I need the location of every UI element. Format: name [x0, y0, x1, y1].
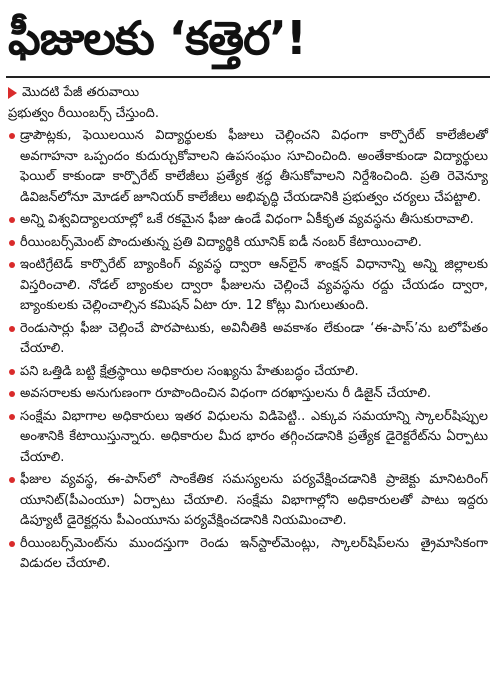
list-item-text: ఇంటిగ్రేటెడ్ కార్పొరేట్ బ్యాంకింగ్ వ్యవస్థ ద్వారా ఆన్‌లైన్ శాంక్షన్ విధానాన్ని అన్ని జిల్లాలకు విస్తరించాలి. నోడల్ బ్యాంకుల ద్వారా ఫీజులను చెల్లించే వ్యవస్థను రద్దు చేయడం ద్వారా, బ్యాంకులకు చెల్లించాల్సిన కమిషన్ ఏటా రూ. 12 కోట్లు మిగులుతుంది. [20, 257, 488, 313]
list-item [8, 233, 488, 254]
bullet-dot-icon [9, 414, 15, 420]
list-item [8, 534, 488, 575]
bullet-dot-icon [9, 240, 15, 246]
headline: ఫీజులకు ‘కత్తెర’! [8, 11, 306, 65]
continued-from-front-page [0, 78, 496, 102]
list-item [8, 407, 488, 469]
list-item-text: రెండుసార్లు ఫీజు చెల్లించే పొరపాటుకు, అవినీతికి అవకాశం లేకుండా ‘ఈ-పాస్’ను బలోపేతం చేయాలి. [20, 320, 488, 356]
list-item-text: సంక్షేమ విభాగాల అధికారులు ఇతర విధులను విడిపెట్టి.. ఎక్కువ సమయాన్ని స్కాలర్‌షిప్పుల అంశానికి కేటాయిస్తున్నారు. అధికారుల మీద భారం తగ్గించడానికి ప్రత్యేక డైరెక్టరేట్‌ను ఏర్పాటు చేయాలి. [20, 408, 488, 465]
bullet-dot-icon [9, 541, 15, 547]
list-item [8, 362, 488, 383]
bullet-dot-icon [9, 326, 15, 332]
list-item [8, 470, 488, 532]
lead-line: ప్రభుత్వం రీయింబర్స్ చేస్తుంది. [8, 106, 159, 121]
bullet-dot-icon [9, 391, 15, 397]
list-item [8, 126, 488, 208]
bullet-dot-icon [9, 369, 15, 375]
list-item [8, 319, 488, 360]
bullet-list [0, 126, 496, 575]
list-item [8, 384, 488, 405]
bullet-dot-icon [9, 477, 15, 483]
triangle-right-icon [8, 87, 17, 99]
list-item [8, 255, 488, 317]
list-item-text: అవసరాలకు అనుగుణంగా రూపొందించిన విధంగా దరఖాస్తులను రీ డిజైన్ చేయాలి. [20, 386, 432, 401]
list-item-text: పని ఒత్తిడి బట్టి క్షేత్రస్థాయి అధికారుల సంఖ్యను హేతుబద్ధం చేయాలి. [20, 363, 359, 379]
list-item-text: రీయింబర్స్‌మెంట్ పొందుతున్న ప్రతి విద్యార్థికి యూనిక్ ఐడీ నంబర్ కేటాయించాలి. [20, 234, 422, 250]
bullet-dot-icon [9, 217, 15, 223]
list-item [8, 210, 488, 231]
list-item-text: డ్రాపౌట్లకు, ఫెయిలయిన విద్యార్థులకు ఫీజులు చెల్లించని విధంగా కార్పొరేట్ కాలేజీలతో అవగాహనా ఒప్పందం కుదుర్చుకోవాలని ఉపసంఘం సూచించింది. అంతేకాకుండా విద్యార్థులు ఫెయిల్ కాకుండా కార్పొరేట్ కాలేజీలు ప్రత్యేక శ్రద్ధ తీసుకోవాలని నిర్దేశించింది. ప్రతి రెవెన్యూ డివిజన్‌లోనూ మోడల్ జూనియర్ కాలేజీలు అభివృద్ధి చేయడానికి ప్రభుత్వం చర్యలు చేపట్టాలి. [20, 128, 488, 205]
bullet-dot-icon [9, 262, 15, 268]
continued-label: మొదటి పేజీ తరువాయి [22, 85, 140, 100]
list-item-text: ఫీజుల వ్యవస్థ, ఈ-పాస్‌లో సాంకేతిక సమస్యలను పర్యవేక్షించడానికి ప్రాజెక్టు మానిటరింగ్ యూనిట్(పీఎంయూ) ఏర్పాటు చేయాలి. సంక్షేమ విభాగాల్లోని అధికారులతో పాటు ఇద్దరు డిప్యూటీ డైరెక్టర్లను పీఎంయూను పర్యవేక్షించడానికి నియమించాలి. [20, 472, 488, 528]
list-item-text: అన్ని విశ్వవిద్యాలయాల్లో ఒకే రకమైన ఫీజు ఉండే విధంగా ఏకీకృత వ్యవస్థను తీసుకురావాలి. [20, 212, 474, 227]
list-item-text: రీయింబర్స్‌మెంట్‌ను ముందస్తుగా రెండు ఇన్‌స్టాల్‌మెంట్లు, స్కాలర్‌షిప్‌లను త్రైమాసికంగా విడుదల చేయాలి. [20, 535, 488, 571]
bullet-dot-icon [9, 133, 15, 139]
